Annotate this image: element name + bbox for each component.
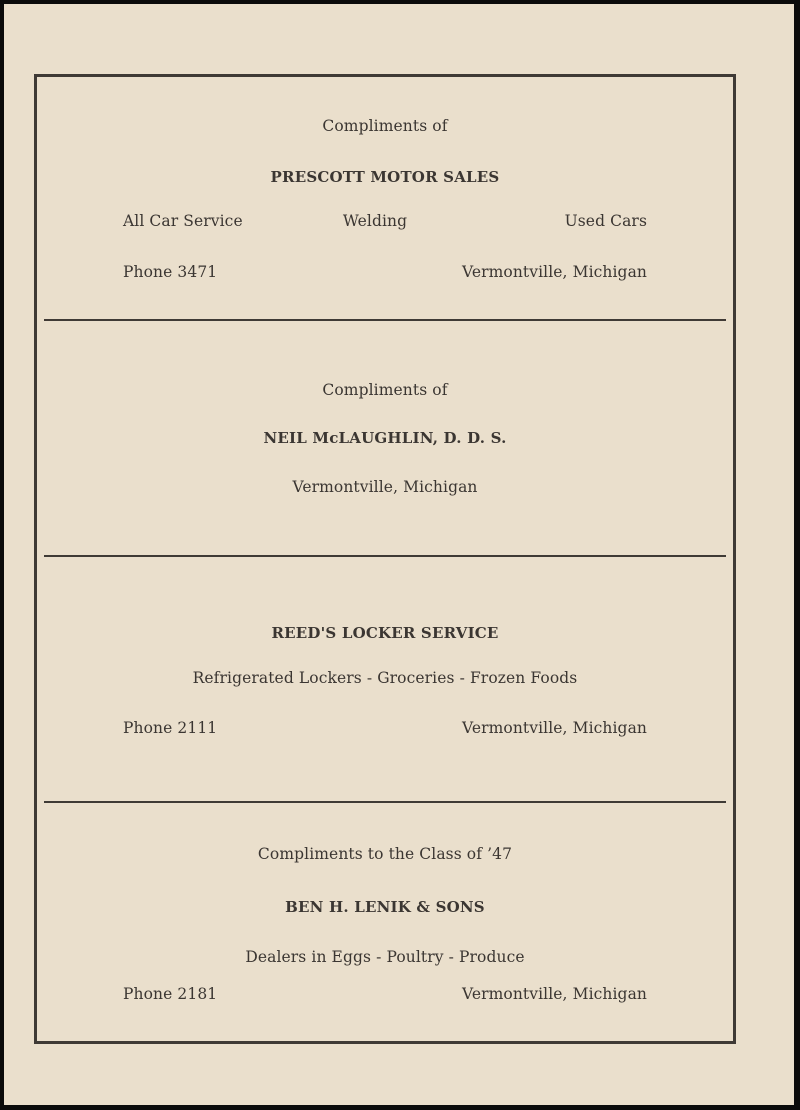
ad-business-name: NEIL McLAUGHLIN, D. D. S. [263,429,507,447]
section-divider [44,555,726,557]
ad-service: Used Cars [564,212,647,230]
ad-location: Vermontville, Michigan [461,985,647,1003]
ad-location: Vermontville, Michigan [292,478,478,496]
ad-tagline: Refrigerated Lockers - Groceries - Frozen Foods [192,669,578,687]
ad-business-name: PRESCOTT MOTOR SALES [270,168,500,186]
ad-tagline: Dealers in Eggs - Poultry - Produce [245,948,525,966]
ads-frame [34,74,736,1044]
ad-phone: Phone 3471 [123,263,218,281]
yearbook-page [4,4,794,1105]
ad-location: Vermontville, Michigan [461,263,647,281]
ad-phone: Phone 2111 [123,719,218,737]
ad-business-name: BEN H. LENIK & SONS [285,898,485,916]
ad-service: All Car Service [123,212,243,230]
ad-location: Vermontville, Michigan [461,719,647,737]
ad-service: Welding [342,212,408,230]
section-divider [44,801,726,803]
ad-phone: Phone 2181 [123,985,218,1003]
ad-business-name: REED'S LOCKER SERVICE [271,624,499,642]
section-divider [44,319,726,321]
ad-greeting: Compliments of [322,117,448,135]
ad-greeting: Compliments to the Class of ’47 [257,845,513,863]
ad-greeting: Compliments of [322,381,448,399]
